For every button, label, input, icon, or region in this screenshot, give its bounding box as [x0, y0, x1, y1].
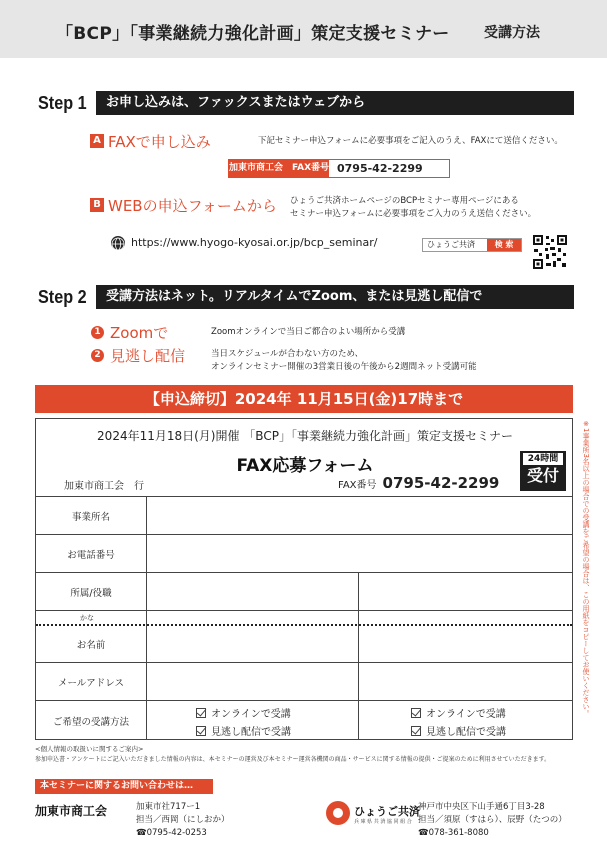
label-email: メールアドレス [57, 677, 125, 689]
org-phone: ☎0795-42-0253 [136, 828, 207, 838]
search-box[interactable] [422, 238, 522, 252]
page-title: 「BCP」「事業継続力強化計画」策定支援セミナー [56, 24, 450, 44]
kyosai-logo-icon [326, 801, 350, 825]
step2-item1-desc: Zoomオンラインで当日ご都合のよい場所から受講 [211, 327, 406, 337]
label-phone: お電話番号 [67, 549, 115, 561]
label-company: 事業所名 [71, 511, 110, 523]
seminar-url-link[interactable]: https://www.hyogo-kyosai.or.jp/bcp_seminar/ [131, 236, 378, 249]
label-position: 所属/役職 [70, 587, 112, 599]
fax-number-label: 加東市商工会 FAX番号 [229, 160, 329, 177]
qr-code-icon [532, 234, 568, 270]
step2-item1-title: Zoomで [110, 324, 169, 342]
row-company[interactable] [36, 496, 572, 534]
checkbox-online-2-label: オンラインで受講 [426, 709, 506, 720]
org-contact: 担当／西岡（にしおか） [136, 815, 230, 825]
inquiry-bar: 本セミナーに関するお問い合わせは… [35, 779, 213, 794]
option-b-badge: B [90, 198, 104, 212]
side-note: ※1事業所3名以上の場合での受講をご希望の場合は、この用紙をコピーしてお使いください。 [582, 420, 590, 717]
step2-item1-number: 1 [91, 326, 104, 339]
checkbox-icon [411, 708, 421, 718]
step2-item2-title: 見逃し配信 [110, 347, 186, 365]
kyosai-phone: ☎078-361-8080 [418, 828, 489, 838]
checkbox-archive-1[interactable] [196, 723, 291, 738]
step2-item2-desc-1: 当日スケジュールが合わない方のため、 [211, 349, 364, 359]
step2-label: Step 2 [38, 287, 87, 307]
checkbox-archive-1-label: 見逃し配信で受講 [211, 727, 291, 738]
org-address: 加東市社717ー1 [136, 802, 201, 812]
label-name: お名前 [76, 640, 106, 651]
hours-badge-bottom: 受付 [526, 466, 559, 485]
kyosai-contact: 担当／須原（すはら）、辰野（たつの） [418, 815, 567, 825]
header-banner [0, 0, 607, 58]
checkbox-icon [196, 708, 206, 718]
option-a-desc: 下記セミナー申込フォームに必要事項をご記入のうえ、FAXにて送信ください。 [258, 136, 563, 146]
kyosai-name: ひょうご共済 [354, 805, 420, 818]
checkbox-online-1-label: オンラインで受講 [211, 709, 291, 720]
search-text: ひょうご共済 [427, 240, 475, 249]
kyosai-subname: 兵 庫 県 共 済 協 同 組 合 [354, 819, 412, 825]
kyosai-address: 神戸市中央区下山手通6丁目3-28 [418, 802, 545, 812]
privacy-title: <個人情報の取扱いに関するご案内> [35, 745, 144, 753]
option-a-badge: A [90, 134, 104, 148]
deadline-banner: 【申込締切】2024年 11月15日(金)17時まで [35, 385, 573, 413]
row-name[interactable] [36, 610, 572, 662]
hours-badge [520, 451, 566, 491]
label-method: ご希望の受講方法 [52, 716, 129, 728]
kana-divider [36, 624, 572, 626]
form-recipient: 加東市商工会 行 [64, 481, 144, 492]
row-email[interactable] [36, 662, 572, 700]
checkbox-online-2[interactable] [411, 705, 506, 720]
hours-badge-top: 24時間 [523, 453, 563, 465]
fax-form [35, 418, 573, 740]
checkbox-icon [196, 726, 206, 736]
option-b-desc-1: ひょうご共済ホームページのBCPセミナー専用ページにある [290, 196, 519, 206]
form-fax-label: FAX番号 [338, 480, 377, 491]
step1-label: Step 1 [38, 93, 87, 113]
option-b-desc-2: セミナー申込フォームに必要事項をご入力のうえ送信ください。 [290, 209, 537, 219]
org-name: 加東市商工会 [35, 804, 108, 818]
search-button[interactable]: 検 索 [487, 239, 521, 251]
form-caption: 2024年11月18日(月)開催 「BCP」「事業継続力強化計画」策定支援セミナー [97, 429, 513, 443]
page-subtitle: 受講方法 [484, 25, 540, 41]
fax-number: 0795-42-2299 [337, 162, 423, 175]
fax-number-box [228, 159, 450, 178]
row-position[interactable] [36, 572, 572, 610]
form-fax [338, 474, 499, 492]
privacy-body: 参加申込書・アンケートにご記入いただきました情報の内容は、本セミナーの運営及び本セミナー運営各機関の商品・サービスに関する情報の提供・ご提案のために利用させていただきます。 [35, 756, 551, 763]
step1-bar: お申し込みは、ファックスまたはウェブから [96, 91, 574, 115]
label-kana: かな [80, 614, 94, 622]
form-title: FAX応募フォーム [236, 456, 374, 476]
row-method [36, 700, 572, 740]
globe-icon [111, 236, 125, 250]
form-fax-number: 0795-42-2299 [382, 474, 500, 492]
step2-bar: 受講方法はネット。リアルタイムでZoom、または見逃し配信で [96, 285, 574, 309]
step2-item2-desc-2: オンラインセミナー開催の3営業日後の午後から2週間ネット受講可能 [211, 362, 477, 372]
checkbox-archive-2[interactable] [411, 723, 506, 738]
row-phone[interactable] [36, 534, 572, 572]
checkbox-archive-2-label: 見逃し配信で受講 [426, 727, 506, 738]
checkbox-online-1[interactable] [196, 705, 291, 720]
step2-item2-number: 2 [91, 349, 104, 362]
option-b-title: WEBの申込フォームから [108, 197, 277, 215]
checkbox-icon [411, 726, 421, 736]
option-a-title: FAXで申し込み [108, 133, 211, 151]
